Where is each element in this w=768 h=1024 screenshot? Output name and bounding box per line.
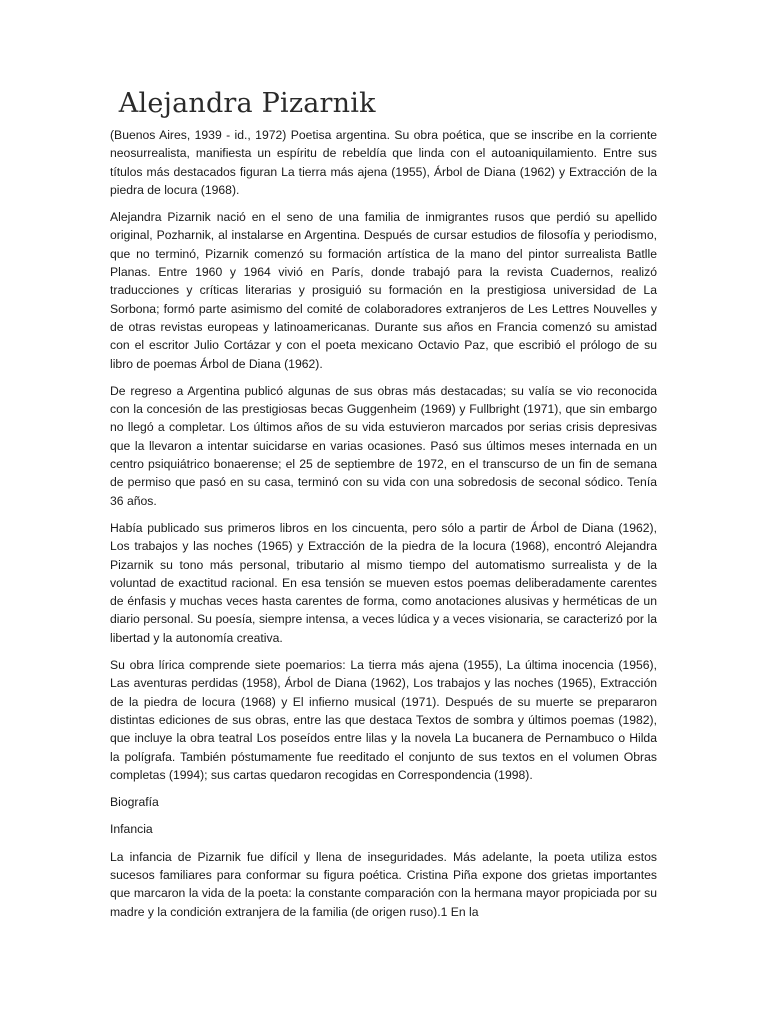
heading-biografia: Biografía [110, 795, 159, 810]
heading-infancia: Infancia [110, 822, 153, 837]
page-title: Alejandra Pizarnik [110, 88, 376, 119]
paragraph-intro: (Buenos Aires, 1939 - id., 1972) Poetisa argentina. Su obra poética, que se inscribe en la corriente neosurrealista, manifiesta un espíritu de rebeldía que linda con el autoaniquilamiento. Entre sus títulos más destacados figuran La tierra más ajena (1955), Árbol de Diana (1962) y Extracción de la piedra de locura (1968). [110, 128, 657, 197]
paragraph-infancia: La infancia de Pizarnik fue difícil y llena de inseguridades. Más adelante, la poeta utiliza estos sucesos familiares para conformar su figura poética. Cristina Piña expone dos grietas importantes que marcaron la vida de la poeta: la constante comparación con la hermana mayor propiciada por su madre y la condición extranjera de la familia (de origen ruso).1 En la [110, 849, 657, 919]
paragraph-return: De regreso a Argentina publicó algunas de sus obras más destacadas; su valía se vio reconocida con la concesión de las prestigiosas becas Guggenheim (1969) y Fullbright (1971), que sin embargo no llegó a completar. Los últimos años de su vida estuvieron marcados por serias crisis depresivas que la llevaron a intentar suicidarse en varias ocasiones. Pasó sus últimos meses internada en un centro psiquiátrico bonaerense; el 25 de septiembre de 1972, en el transcurso de un fin de semana de permiso que pasó en su casa, terminó con su vida con una sobredosis de seconal sódico. Tenía 36 años. [110, 383, 657, 508]
paragraph-style: Había publicado sus primeros libros en los cincuenta, pero sólo a partir de Árbol de Diana (1962), Los trabajos y las noches (1965) y Extracción de la piedra de la locura (1968), encontró Alejandra Pizarnik su tono más personal, tributario al mismo tiempo del automatismo surrealista y de la voluntad de exactitud racional. En esa tensión se mueven estos poemas deliberadamente carentes de énfasis y muchas veces hasta carentes de forma, como anotaciones alusivas y herméticas de un diario personal. Su poesía, siempre intensa, a veces lúdica y a veces visionaria, se caracterizó por la libertad y la autonomía creativa. [110, 520, 657, 645]
paragraph-family: Alejandra Pizarnik nació en el seno de una familia de inmigrantes rusos que perdió su apellido original, Pozharnik, al instalarse en Argentina. Después de cursar estudios de filosofía y periodismo, que no terminó, Pizarnik comenzó su formación artística de la mano del pintor surrealista Batlle Planas. Entre 1960 y 1964 vivió en París, donde trabajó para la revista Cuadernos, realizó traducciones y críticas literarias y prosiguió su formación en la prestigiosa universidad de La Sorbona; formó parte asimismo del comité de colaboradores extranjeros de Les Lettres Nouvelles y de otras revistas europeas y latinoamericanas. Durante sus años en Francia comenzó su amistad con el escritor Julio Cortázar y con el poeta mexicano Octavio Paz, que escribió el prólogo de su libro de poemas Árbol de Diana (1962). [110, 210, 657, 371]
paragraph-works: Su obra lírica comprende siete poemarios: La tierra más ajena (1955), La última inocencia (1956), Las aventuras perdidas (1958), Árbol de Diana (1962), Los trabajos y las noches (1965), Extracción de la piedra de locura (1968) y El infierno musical (1971). Después de su muerte se prepararon distintas ediciones de sus obras, entre las que destaca Textos de sombra y últimos poemas (1982), que incluye la obra teatral Los poseídos entre lilas y la novela La bucanera de Pernambuco o Hilda la polígrafa. También póstumamente fue reeditado el conjunto de sus textos en el volumen Obras completas (1994); sus cartas quedaron recogidas en Correspondencia (1998). [110, 658, 657, 782]
document-page [110, 88, 657, 930]
